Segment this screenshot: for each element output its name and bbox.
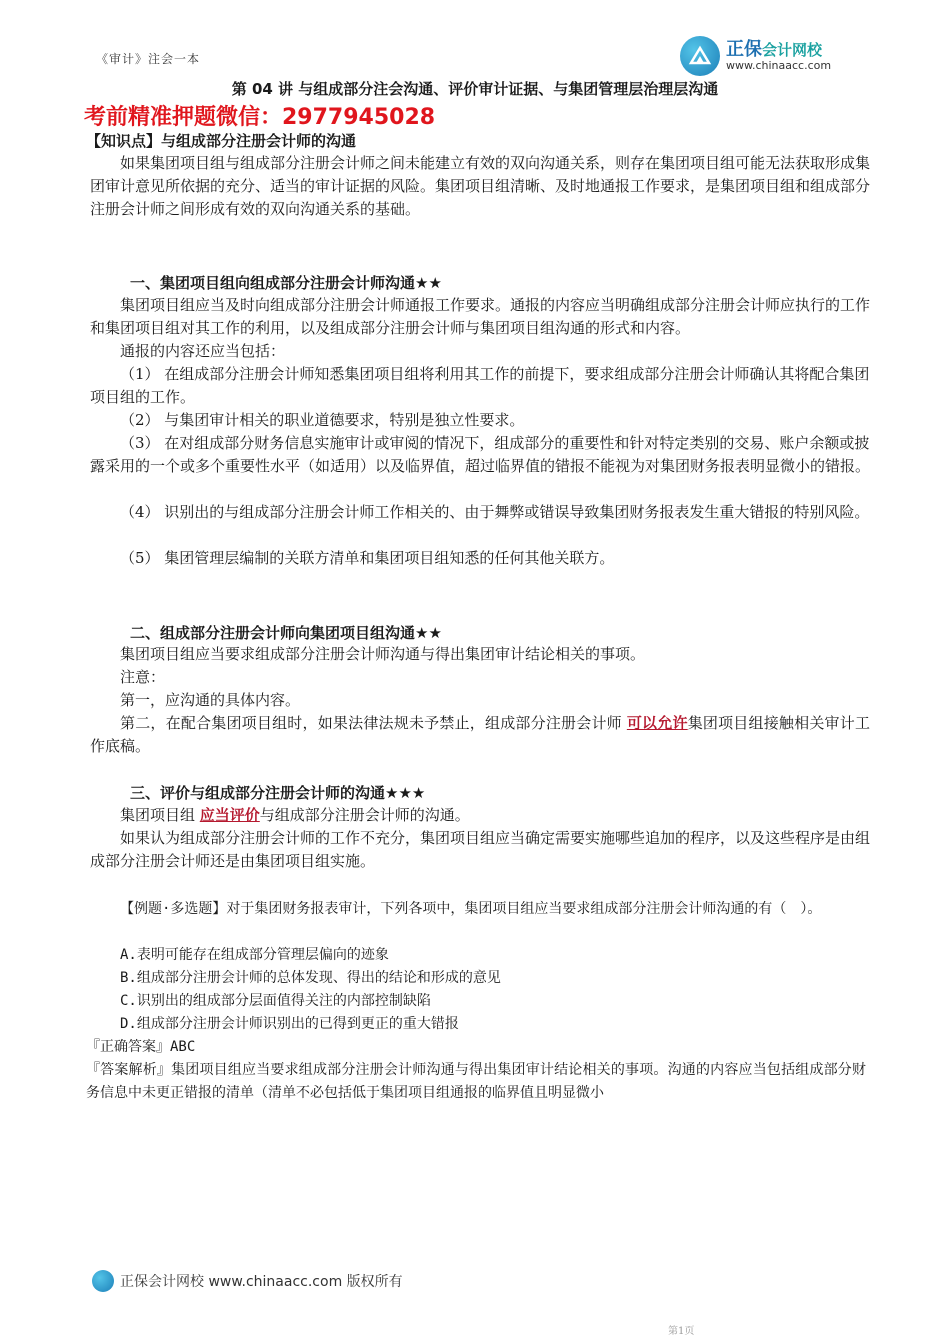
footer-logo-icon: [92, 1270, 114, 1292]
section1-item-2: （2） 与集团审计相关的职业道德要求，特别是独立性要求。: [120, 411, 525, 429]
section2-first: 第一，应沟通的具体内容。: [120, 691, 301, 709]
logo-icon: [680, 36, 720, 76]
logo[interactable]: [680, 34, 860, 78]
section3-heading: 三、评价与组成部分注册会计师的沟通★★★: [130, 784, 426, 802]
header-corner-text: 《审计》注会一本: [96, 52, 201, 66]
example-option-c: C.识别出的组成部分层面值得关注的内部控制缺陷: [120, 993, 431, 1009]
footer: [92, 1270, 403, 1292]
example-option-b: B.组成部分注册会计师的总体发现、得出的结论和形成的意见: [120, 970, 501, 986]
section2-second: [90, 712, 870, 758]
section3-link-keyword[interactable]: 应当评价: [199, 806, 260, 824]
section3-p1-b: 与组成部分注册会计师的沟通。: [259, 806, 470, 824]
example-answer: 『正确答案』ABC: [86, 1039, 196, 1055]
section1-paragraph-1: 集团项目组应当及时向组成部分注册会计师通报工作要求。通报的内容应当明确组成部分注册会计师应执行的工作和集团项目组对其工作的利用，以及组成部分注册会计师与集团项目组沟通的形式和内容。: [90, 296, 871, 337]
logo-url: www.chinaacc.com: [726, 58, 832, 72]
section3-p1-a: 集团项目组: [120, 806, 200, 824]
example-option-d: D.组成部分注册会计师识别出的已得到更正的重大错报: [120, 1016, 459, 1032]
promo-text: 考前精准押题微信：2977945028: [84, 105, 436, 130]
knowledge-intro: 如果集团项目组与组成部分注册会计师之间未能建立有效的双向沟通关系，则存在集团项目组可能无法获取形成集团审计意见所依据的充分、适当的审计证据的风险。集团项目组清晰、及时地通报工作要求，是集团项目组和组成部分注册会计师之间形成有效的双向沟通关系的基础。: [90, 154, 871, 218]
logo-name-sub: 会计网校: [762, 41, 823, 60]
example-option-a: A.表明可能存在组成部分管理层偏向的迹象: [120, 947, 389, 963]
section1-item-5: （5） 集团管理层编制的关联方清单和集团项目组知悉的任何其他关联方。: [120, 549, 615, 567]
section2-link-keyword[interactable]: 可以允许: [626, 714, 688, 732]
example-analysis: 『答案解析』集团项目组应当要求组成部分注册会计师沟通与得出集团审计结论相关的事项。沟通的内容应当包括组成部分财务信息中未更正错报的清单（清单不必包括低于集团项目组通报的临界值且明显微小: [86, 1062, 866, 1101]
section3-paragraph-1: [90, 804, 870, 827]
section1-item-1: （1） 在组成部分注册会计师知悉集团项目组将利用其工作的前提下，要求组成部分注册会计师确认其将配合集团项目组的工作。: [90, 365, 870, 406]
section1-item-3: （3） 在对组成部分财务信息实施审计或审阅的情况下，组成部分的重要性和针对特定类别的交易、账户余额或披露采用的一个或多个重要性水平（如适用）以及临界值，超过临界值的错报不能视为对集团财务报表明显微小的错报。: [90, 434, 871, 475]
section2-paragraph-1: 集团项目组应当要求组成部分注册会计师沟通与得出集团审计结论相关的事项。: [120, 645, 646, 663]
section2-note: 注意：: [120, 668, 166, 686]
page-mark: 第1页: [668, 1326, 695, 1337]
section3-paragraph-2: 如果认为组成部分注册会计师的工作不充分，集团项目组应当确定需要实施哪些追加的程序，以及这些程序是由组成部分注册会计师还是由集团项目组实施。: [90, 829, 871, 870]
section1-item-4: （4） 识别出的与组成部分注册会计师工作相关的、由于舞弊或错误导致集团财务报表发生重大错报的特别风险。: [120, 503, 870, 521]
section2-heading: 二、组成部分注册会计师向集团项目组沟通★★: [130, 624, 442, 642]
page-title: 第 04 讲 与组成部分注会沟通、评价审计证据、与集团管理层治理层沟通: [231, 80, 719, 98]
knowledge-heading: 【知识点】与组成部分注册会计师的沟通: [86, 132, 357, 150]
logo-name: 正保: [726, 39, 762, 61]
section1-paragraph-2: 通报的内容还应当包括：: [120, 342, 286, 360]
example-question: 【例题·多选题】对于集团财务报表审计，下列各项中，集团项目组应当要求组成部分注册会计师沟通的有（ ）。: [120, 901, 822, 917]
section1-heading: 一、集团项目组向组成部分注册会计师沟通★★: [130, 274, 442, 292]
footer-text: 正保会计网校 www.chinaacc.com 版权所有: [120, 1274, 403, 1290]
section2-second-b: 集团项目组接触相关审计工作底稿。: [90, 714, 870, 755]
section2-second-a: 第二，在配合集团项目组时，如果法律法规未予禁止，组成部分注册会计师: [120, 714, 627, 732]
